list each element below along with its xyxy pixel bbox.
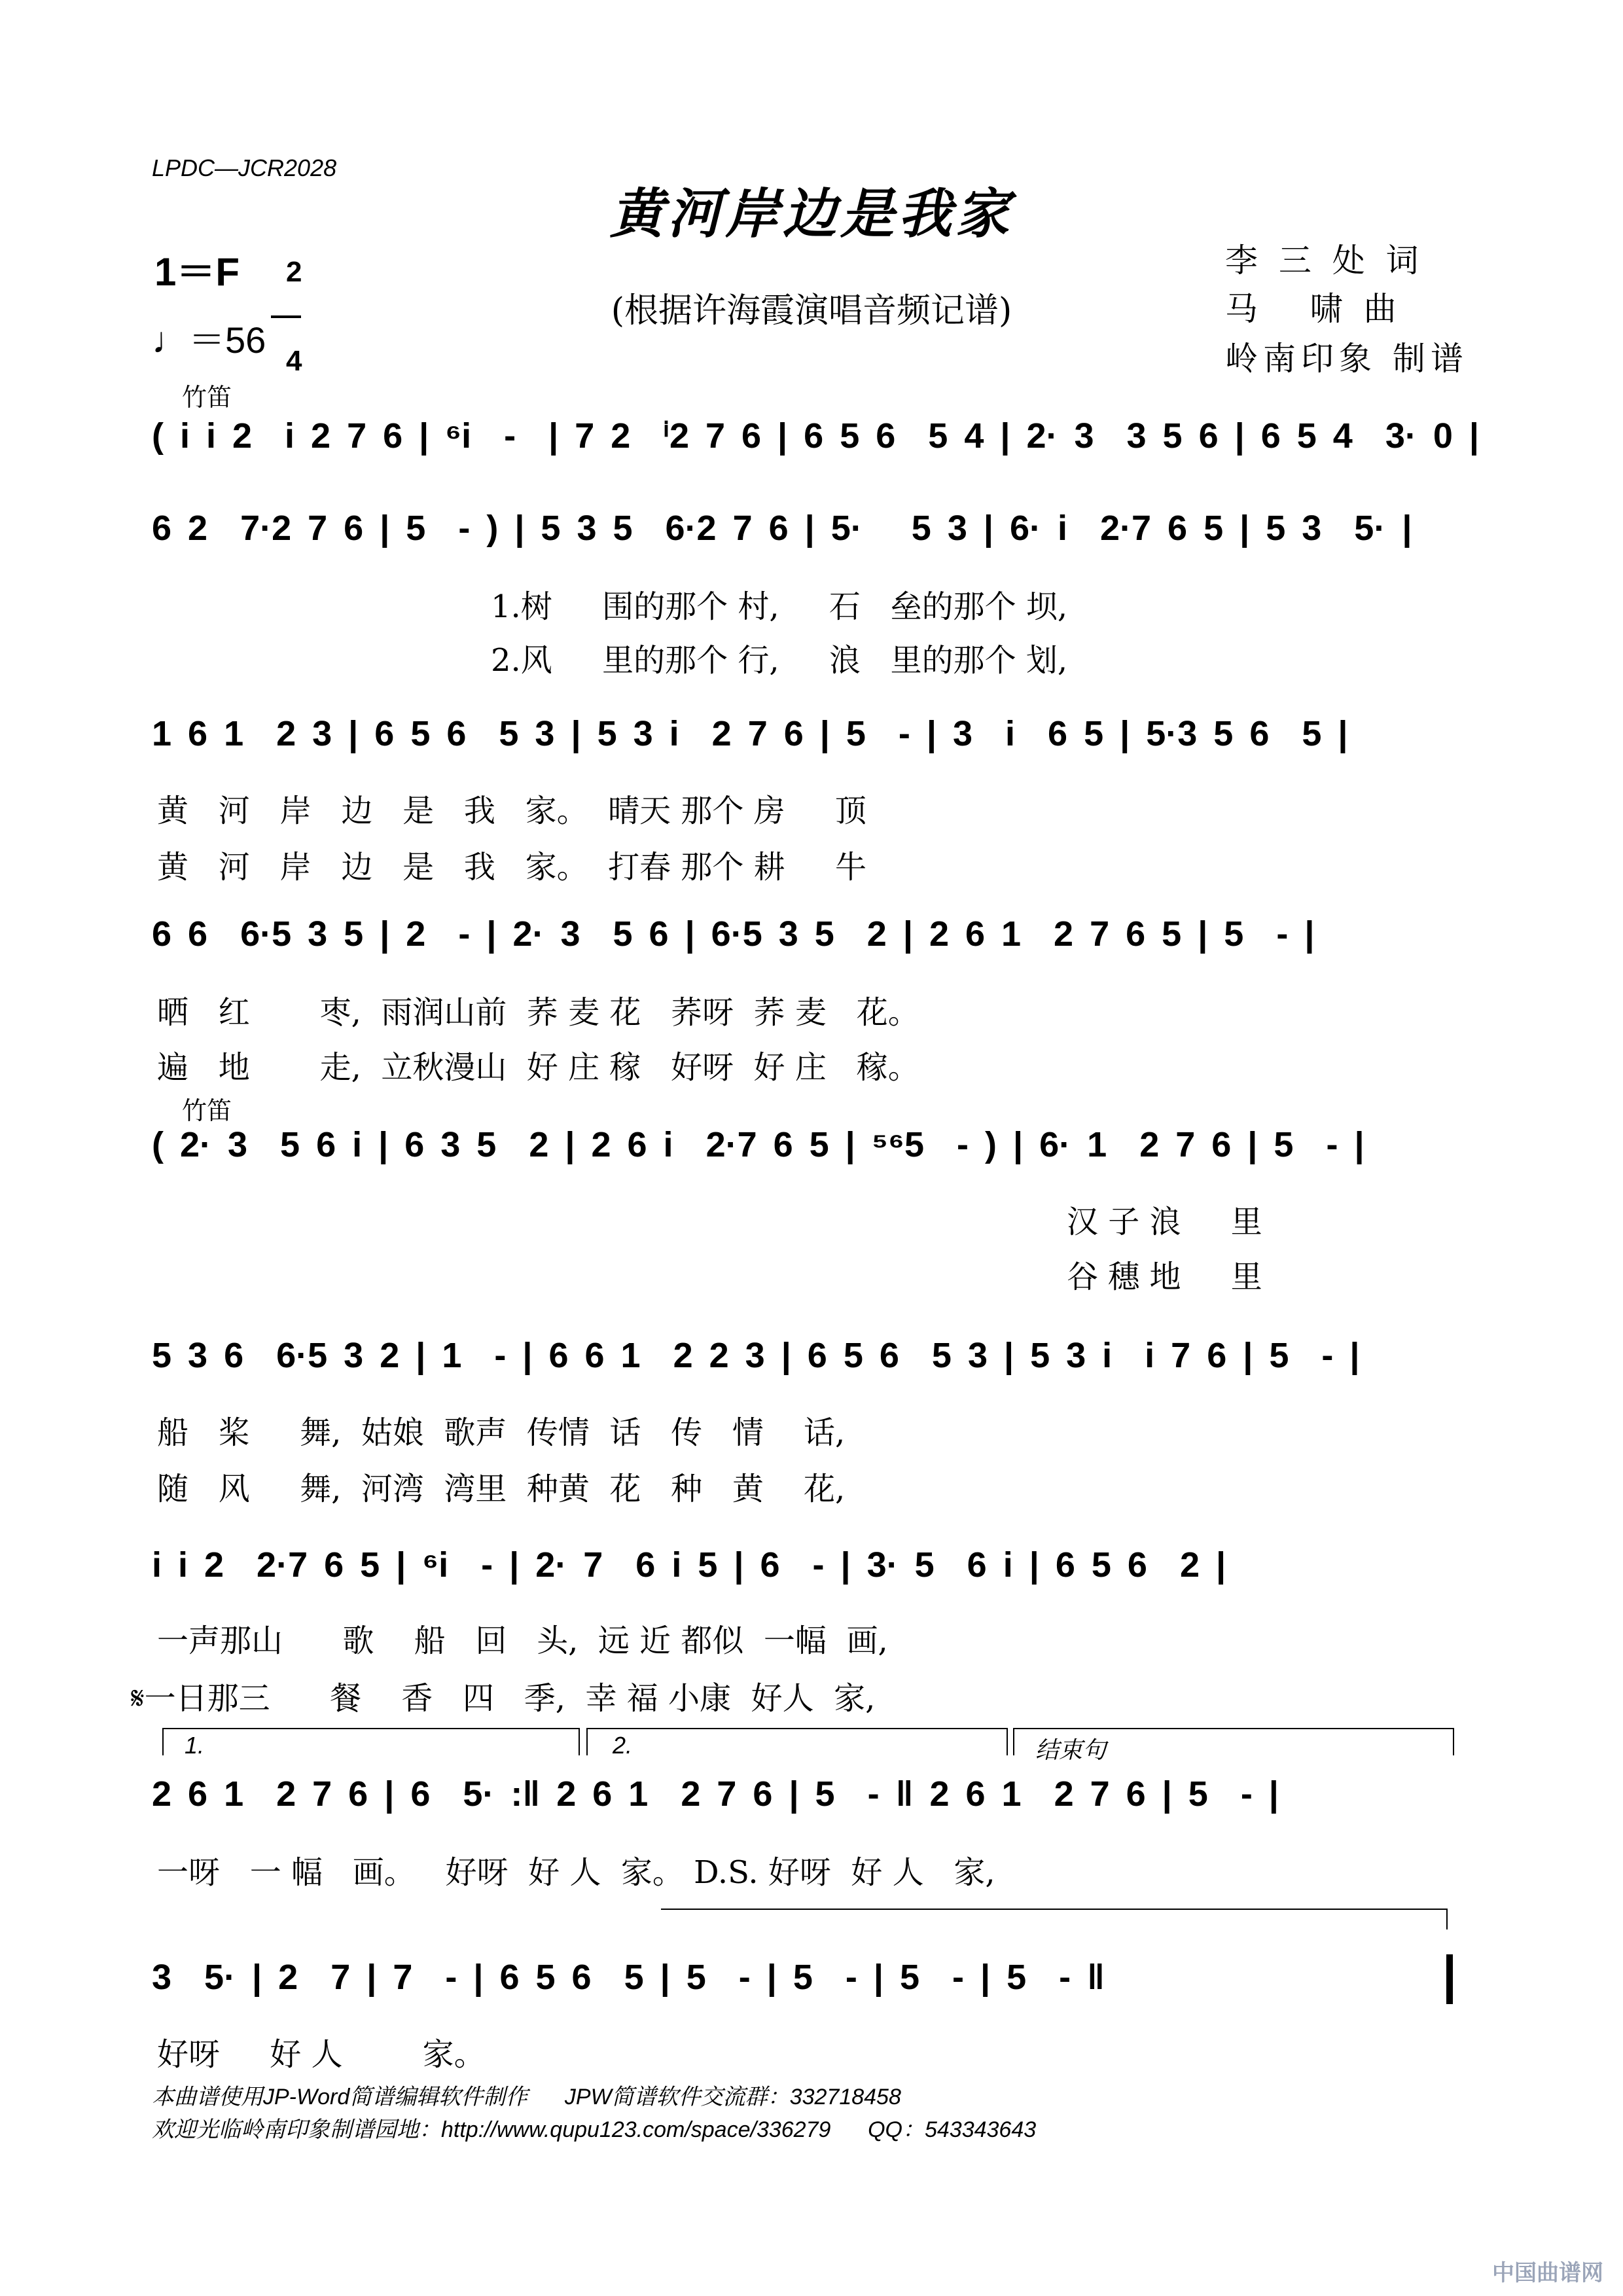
- volta-label-2: 2.: [613, 1732, 633, 1759]
- lyric-verse1: 好呀 好 人 家。: [157, 2036, 486, 2073]
- final-barline: [1446, 1954, 1453, 2004]
- lyric-verse2: 黄 河 岸 边 是 我 家。 打春 那个 耕 牛: [157, 849, 866, 886]
- composer-credit: 马 啸 曲: [1225, 290, 1402, 328]
- volta-label-1: 1.: [185, 1732, 205, 1759]
- song-title: 黄河岸边是我家: [610, 183, 1013, 245]
- notation-row: 3 5· | 2 7 | 7 - | 6 5 6 5 | 5 - | 5 - | 5 - | 5 - ‖: [152, 1958, 1105, 1997]
- instrument-label: 竹笛: [182, 1096, 232, 1125]
- footer-line1: 本曲谱使用JP-Word简谱编辑软件制作 JPW简谱软件交流群：332718458: [152, 2085, 901, 2109]
- lyric-verse2: 𝄋一日那三 餐 香 四 季, 幸 福 小康 好人 家,: [131, 1680, 876, 1717]
- notation-row: 2 6 1 2 7 6 | 6 5· :‖ 2 6 1 2 7 6 | 5 - ‖ 2 6 1 2 7 6 | 5 - |: [152, 1774, 1279, 1814]
- volta-box-2: [586, 1728, 1008, 1755]
- time-top: 2: [285, 256, 302, 288]
- lyric-verse1: 汉 子 浪 里: [1067, 1204, 1262, 1240]
- time-bar: [271, 315, 301, 318]
- lyric-verse2: 遍 地 走, 立秋漫山 好 庄 稼 好呀 好 庄 稼。: [157, 1049, 919, 1086]
- key-signature: 1＝F: [154, 250, 240, 294]
- lyric-verse1: 晒 红 枣, 雨润山前 荞 麦 花 荞呀 荞 麦 花。: [157, 994, 919, 1031]
- notation-row: 5 3 6 6·5 3 2 | 1 - | 6 6 1 2 2 3 | 6 5 6 5 3 | 5 3 i i 7 6 | 5 - |: [152, 1336, 1360, 1375]
- notation-row: ( 2· 3 5 6 i | 6 3 5 2 | 2 6 i 2·7 6 5 | ⁵⁶5 - ) | 6· 1 2 7 6 | 5 - |: [152, 1125, 1364, 1164]
- notation-row: i i 2 2·7 6 5 | ⁶i - | 2· 7 6 i 5 | 6 - | 3· 5 6 i | 6 5 6 2 |: [152, 1545, 1226, 1585]
- time-signature: [270, 229, 302, 376]
- score-code: LPDC—JCR2028: [152, 154, 337, 181]
- notation-row: 1 6 1 2 3 | 6 5 6 5 3 | 5 3 i 2 7 6 | 5 - | 3 i 6 5 | 5·3 5 6 5 |: [152, 714, 1348, 753]
- arranger-credit: 岭南印象 制谱: [1225, 340, 1469, 378]
- volta-box-1: [162, 1728, 580, 1755]
- notation-row: ( i i 2 i 2 7 6 | ⁶i - | 7 2 ⁱ2 7 6 | 6 5 6 5 4 | 2· 3 3 5 6 | 6 5 4 3· 0 |: [152, 416, 1480, 456]
- song-subtitle: (根据许海霞演唱音频记谱): [611, 291, 1012, 331]
- lyric-verse1: 船 桨 舞, 姑娘 歌声 传情 话 传 情 话,: [157, 1414, 846, 1451]
- time-bottom: 4: [285, 345, 302, 377]
- lyric-verse1: 1.树 围的那个 村, 石 垒的那个 坝,: [491, 588, 1068, 625]
- tie-line: [661, 1909, 1448, 1929]
- tempo-mark: ♩＝56: [152, 319, 266, 361]
- notation-row: 6 6 6·5 3 5 | 2 - | 2· 3 5 6 | 6·5 3 5 2 | 2 6 1 2 7 6 5 | 5 - |: [152, 914, 1315, 954]
- lyric-verse1: 黄 河 岸 边 是 我 家。 晴天 那个 房 顶: [157, 793, 866, 829]
- instrument-label: 竹笛: [182, 383, 232, 412]
- lyric-verse2: 2.风 里的那个 行, 浪 里的那个 划,: [491, 642, 1068, 679]
- lyric-verse2: 谷 穗 地 里: [1067, 1259, 1262, 1295]
- watermark: 中国曲谱网: [1492, 2260, 1603, 2286]
- coda-label: 结束句: [1035, 1736, 1107, 1763]
- lyric-verse2: 随 风 舞, 河湾 湾里 种黄 花 种 黄 花,: [157, 1471, 846, 1507]
- lyricist-credit: 李 三 处 词: [1225, 242, 1424, 279]
- lyric-verse1: 一声那山 歌 船 回 头, 远 近 都似 一幅 画,: [157, 1623, 888, 1659]
- footer-line2: 欢迎光临岭南印象制谱园地：http://www.qupu123.com/space/336279 QQ：543343643: [152, 2117, 1037, 2142]
- lyric-verse1: 一呀 一 幅 画。 好呀 好 人 家。 D.S. 好呀 好 人 家,: [157, 1854, 995, 1891]
- notation-row: 6 2 7·2 7 6 | 5 - ) | 5 3 5 6·2 7 6 | 5· 5 3 | 6· i 2·7 6 5 | 5 3 5· |: [152, 509, 1412, 548]
